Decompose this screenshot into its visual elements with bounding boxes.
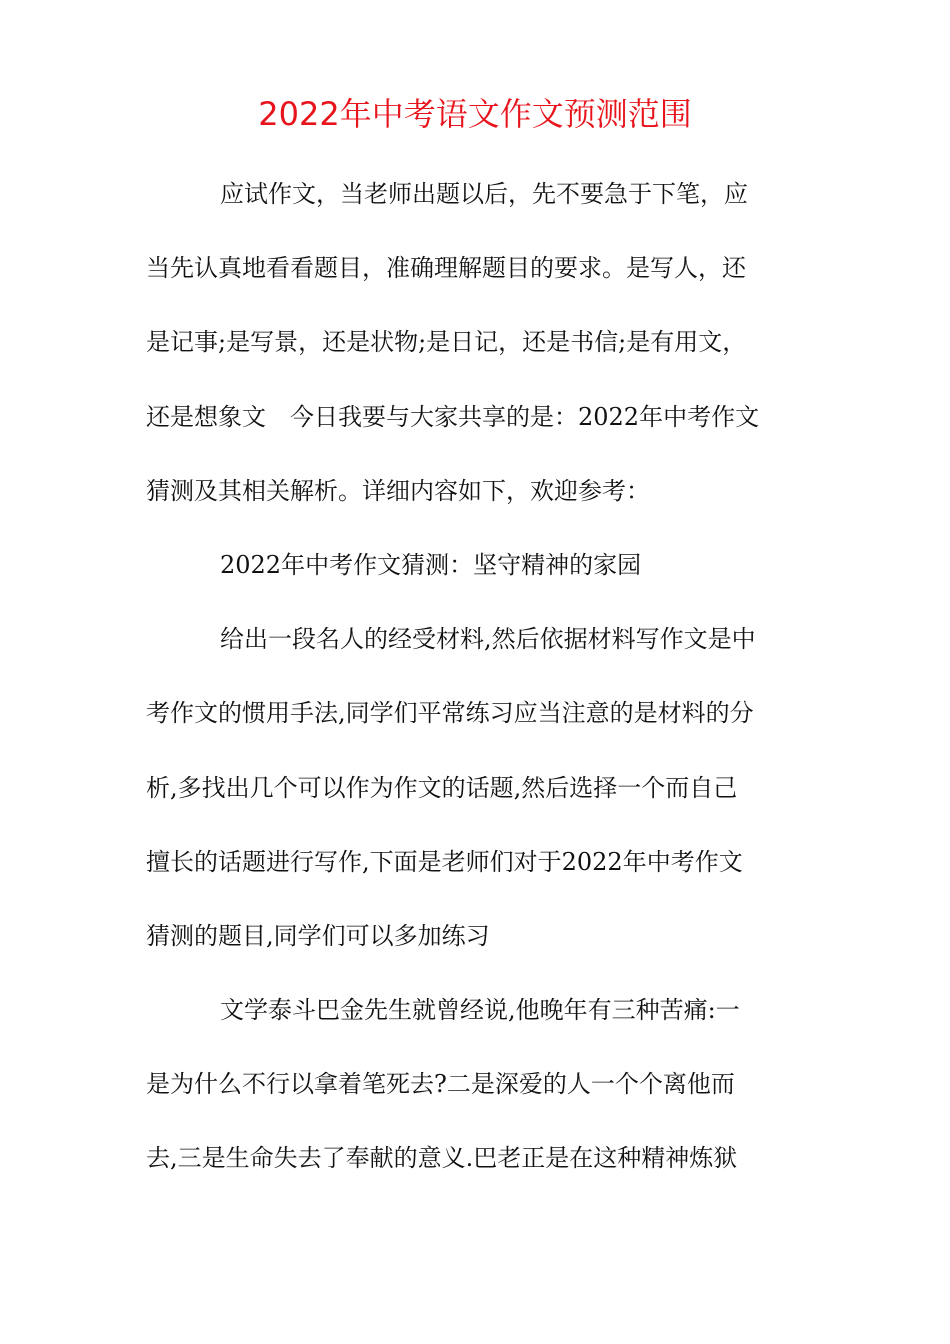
text-line: 考作文的惯用手法,同学们平常练习应当注意的是材料的分 bbox=[146, 699, 754, 728]
document-body bbox=[146, 166, 806, 1205]
text-line: 擅长的话题进行写作,下面是老师们对于2022年中考作文 bbox=[146, 847, 743, 876]
text-line: 析,多找出几个可以作为作文的话题,然后选择一个而自己 bbox=[146, 773, 738, 802]
page-title: 2022年中考语文作文预测范围 bbox=[258, 95, 692, 133]
text-line: 应试作文，当老师出题以后，先不要急于下笔，应 bbox=[220, 180, 748, 208]
text-line: 去,三是生命失去了奉献的意义.巴老正是在这种精神炼狱 bbox=[146, 1144, 738, 1173]
text-line: 是记事;是写景，还是状物;是日记，还是书信;是有用文， bbox=[146, 328, 747, 357]
text-line: 猜测及其相关解析。详细内容如下，欢迎参考： bbox=[146, 476, 650, 505]
text-line: 当先认真地看看题目，准确理解题目的要求。是写人，还 bbox=[146, 254, 746, 283]
text-line: 是为什么不行以拿着笔死去?二是深爱的人一个个离他而 bbox=[146, 1070, 735, 1099]
text-line: 文学泰斗巴金先生就曾经说,他晚年有三种苦痛:一 bbox=[220, 996, 740, 1025]
section-heading: 2022年中考作文猜测：坚守精神的家园 bbox=[220, 550, 642, 579]
text-line: 猜测的题目,同学们可以多加练习 bbox=[146, 921, 490, 950]
text-line: 还是想象文 今日我要与大家共享的是：2022年中考作文 bbox=[146, 402, 760, 431]
text-line: 给出一段名人的经受材料,然后依据材料写作文是中 bbox=[220, 625, 756, 654]
